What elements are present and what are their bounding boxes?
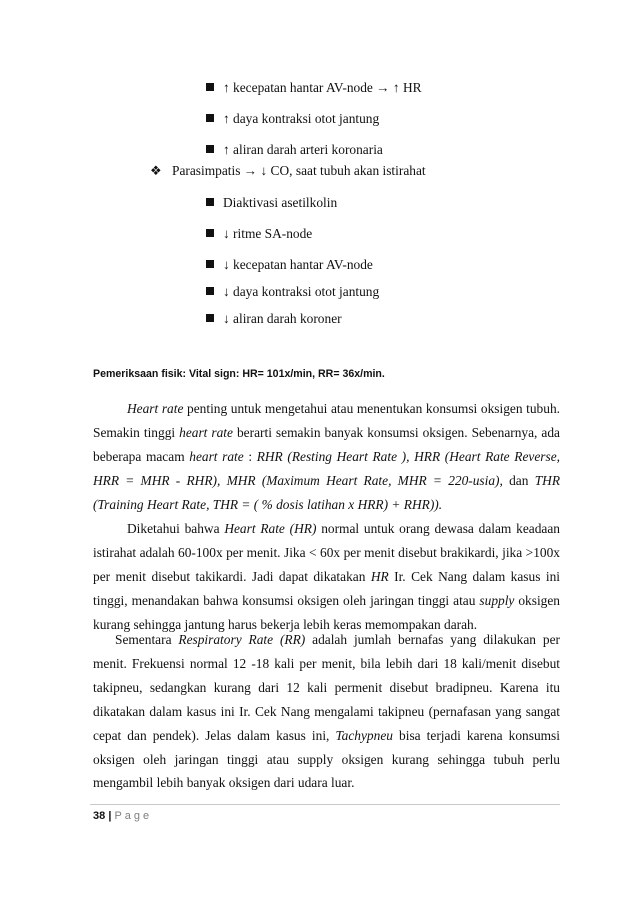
- square-bullet-icon: [206, 314, 214, 322]
- paragraph-normal-hr: Diketahui bahwa Heart Rate (HR) normal untuk orang dewasa dalam keadaan istirahat adalah 60-100x per menit. Jika < 60x per menit disebut brakikardi, jika >100x per menit disebut takikardi. Jadi dapat dikatakan HR Ir. Cek Nang dalam kasus ini tinggi, menandakan bahwa konsumsi oksigen oleh jaringan tinggi atau supply oksigen kurang sehingga jantung harus bekerja lebih keras memompakan darah.: [93, 521, 560, 632]
- footer-divider: [90, 804, 560, 805]
- page-number: 38: [93, 810, 106, 822]
- square-bullet-icon: [206, 229, 214, 237]
- square-bullet-icon: [206, 198, 214, 206]
- bullet-item: ❖ Parasimpatis → ↓ CO, saat tubuh akan istirahat: [150, 163, 426, 178]
- page-footer: [93, 810, 152, 822]
- square-bullet-icon: [206, 287, 214, 295]
- square-bullet-icon: [206, 145, 214, 153]
- paragraph-respiratory-rate: Sementara Respiratory Rate (RR) adalah jumlah bernafas yang dilakukan per menit. Frekuensi normal 12 -18 kali per menit, bila lebih dari 18 kali/menit disebut takipneu, sedangkan kurang dari 12 kali permenit disebut bradipneu. Karena itu dikatakan dalam kasus ini Ir. Cek Nang mengalami takipneu (pernafasan yang sangat cepat dan pendek). Jelas dalam kasus ini, Tachypneu bisa terjadi karena konsumsi oksigen oleh jaringan tinggi atau supply oksigen kurang sehingga tubuh perlu mengambil lebih banyak oksigen dari udara luar.: [93, 632, 560, 791]
- bullet-item: Diaktivasi asetilkolin: [206, 195, 337, 211]
- page-label: Page: [114, 810, 153, 822]
- bullet-item: ↓ ritme SA-node: [206, 226, 312, 242]
- bullet-item: ↓ kecepatan hantar AV-node: [206, 257, 373, 273]
- diamond-bullet-icon: ❖: [150, 163, 162, 178]
- square-bullet-icon: [206, 83, 214, 91]
- bullet-item: ↓ aliran darah koroner: [206, 311, 342, 327]
- square-bullet-icon: [206, 114, 214, 122]
- section-heading: Pemeriksaan fisik: Vital sign: HR= 101x/min, RR= 36x/min.: [93, 368, 385, 380]
- footer-separator: |: [108, 810, 112, 822]
- bullet-item: ↓ daya kontraksi otot jantung: [206, 284, 379, 300]
- paragraph-heart-rate: Heart rate penting untuk mengetahui atau menentukan konsumsi oksigen tubuh. Semakin tinggi heart rate berarti semakin banyak konsumsi oksigen. Sebenarnya, ada beberapa macam heart rate : RHR (Resting Heart Rate ), HRR (Heart Rate Reverse, HRR = MHR - RHR), MHR (Maximum Heart Rate, MHR = 220-usia), dan THR (Training Heart Rate, THR = ( % dosis latihan x HRR) + RHR)).: [93, 401, 561, 512]
- square-bullet-icon: [206, 260, 214, 268]
- bullet-item: ↑ aliran darah arteri koronaria: [206, 142, 383, 158]
- bullet-item: ↑ kecepatan hantar AV-node → ↑ HR: [206, 80, 422, 96]
- bullet-item: ↑ daya kontraksi otot jantung: [206, 111, 379, 127]
